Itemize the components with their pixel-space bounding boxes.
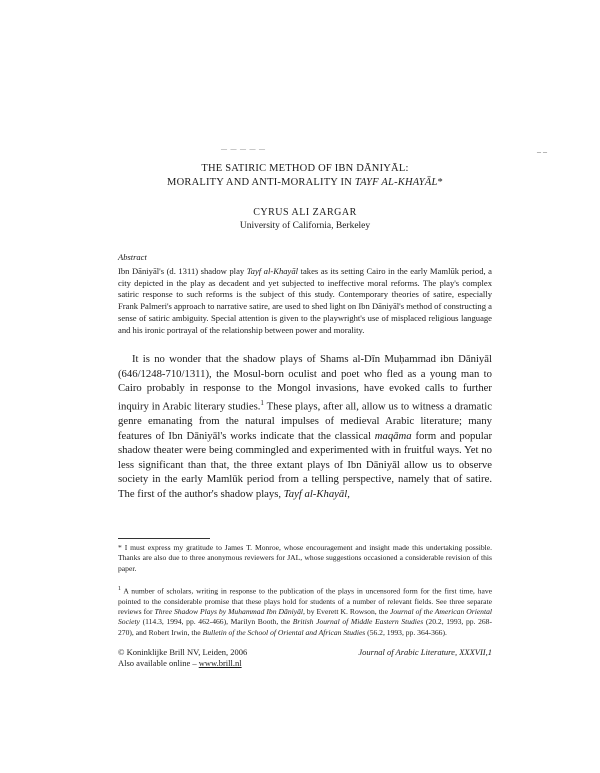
publisher-footer bbox=[118, 647, 247, 669]
running-head-mark: — — — — — bbox=[221, 147, 266, 153]
footnote-marker: * bbox=[118, 543, 122, 552]
abstract-text bbox=[118, 266, 492, 336]
footnote-text: I must express my gratitude to James T. Monroe, whose encouragement and insight made this undertaking possible. Thanks are also due to three anonymous reviewers for JAL, whose suggestions occasioned a considerable revision of this paper. bbox=[118, 543, 492, 573]
body-part: , bbox=[347, 487, 350, 500]
journal-citation: Journal of Arabic Literature, XXXVII,1 bbox=[358, 647, 492, 657]
article-title bbox=[140, 162, 470, 190]
footnote-journal-title: British Journal of Middle Eastern Studies bbox=[292, 617, 424, 627]
footnote-journal-title: Journal of the American Oriental Society bbox=[118, 607, 492, 627]
abstract-part: takes as its setting Cairo in the early Mamlūk period, a city depicted in the play as decadent and yet subjected to ineffective moral reforms. The play's complex satiric response to such reforms is the subject of this study. Contemporary theories of satire, especially Frank Palmeri's approach to narrative satire, are used to shed light on Ibn Dāniyāl's method of constructing a sense of satiric ambiguity. Special attention is given to the playwright's use of misplaced religious language and his ironic portrayal of the relationship between power and morality. bbox=[118, 266, 492, 335]
availability-line bbox=[118, 658, 247, 669]
title-line-2 bbox=[140, 176, 470, 190]
footnote-journal-title: Bulletin of the School of Oriental and African Studies bbox=[202, 627, 366, 637]
body-term: maqāma bbox=[374, 429, 412, 442]
footnote-text: , by Everett K. Rowson, the bbox=[303, 607, 390, 617]
availability-prefix: Also available online – bbox=[118, 658, 199, 668]
footnote-rule bbox=[118, 538, 210, 539]
publisher-link[interactable]: www.brill.nl bbox=[198, 658, 242, 668]
copyright-line: © Koninklijke Brill NV, Leiden, 2006 bbox=[118, 647, 248, 657]
body-part: These plays, after all, allow us to witness a dramatic genre emanating from the natural impulses of medieval Arabic literature; many features of Ibn Dāniyāl's works indicate that the classical bbox=[118, 400, 492, 442]
footnote-text: (20.2, 1993, pp. 268-270), and Robert Irwin, the bbox=[118, 617, 492, 637]
title-line-2-text: MORALITY AND ANTI-MORALITY IN bbox=[167, 177, 355, 188]
title-play-name: TAYF AL-KHAYĀL bbox=[354, 177, 438, 188]
footnote-text: (114.3, 1994, pp. 462-466), Marilyn Booth, the bbox=[139, 617, 293, 627]
footnote-text: (56.2, 1993, pp. 364-366). bbox=[365, 627, 447, 637]
body-play-title: Tayf al-Khayāl bbox=[283, 487, 348, 500]
footnote-book-title: Three Shadow Plays by Muhammad Ibn Dāniyāl bbox=[154, 607, 304, 617]
title-line-1: THE SATIRIC METHOD OF IBN DĀNIYĀL: bbox=[201, 163, 409, 174]
author-affiliation: University of California, Berkeley bbox=[239, 221, 371, 231]
abstract-heading: Abstract bbox=[118, 252, 147, 262]
body-paragraph bbox=[118, 352, 492, 502]
body-part: It is no wonder that the shadow plays of Shams al-Dīn Muḥammad ibn Dāniyāl (646/1248-710/1311), the Mosul-born oculist and poet who fled as a young man to Cairo probably in response to the Mongol invasions, have evoked calls to further inquiry in Arabic literary studies. bbox=[118, 353, 492, 413]
footnote-reference[interactable]: 1 bbox=[260, 398, 264, 407]
body-part: form and popular shadow theater were being commingled and experimented with in fruitful ways. Yet no less significant than that, the three extant plays of Ibn Dāniyāl allow us to observe society in the early Mamlūk period from a telling perspective, namely that of satire. The first of the author's shadow plays, bbox=[118, 429, 492, 500]
abstract-part: Ibn Dāniyāl's (d. 1311) shadow play bbox=[118, 266, 247, 276]
footnote-1 bbox=[118, 543, 492, 574]
author-name: CYRUS ALI ZARGAR bbox=[253, 207, 357, 218]
footnote-text: A number of scholars, writing in response to the publication of the plays in uncensored form for the first time, have pointed to the considerable promise that these plays hold for students of a number of relevant fields. See three separate reviews for bbox=[118, 586, 492, 617]
corner-mark: – – bbox=[537, 147, 547, 156]
abstract-play-title: Tayf al-Khayāl bbox=[246, 266, 299, 276]
footnote-2 bbox=[118, 584, 492, 638]
footnote-marker: 1 bbox=[118, 586, 121, 592]
title-footnote-marker: * bbox=[437, 177, 443, 188]
